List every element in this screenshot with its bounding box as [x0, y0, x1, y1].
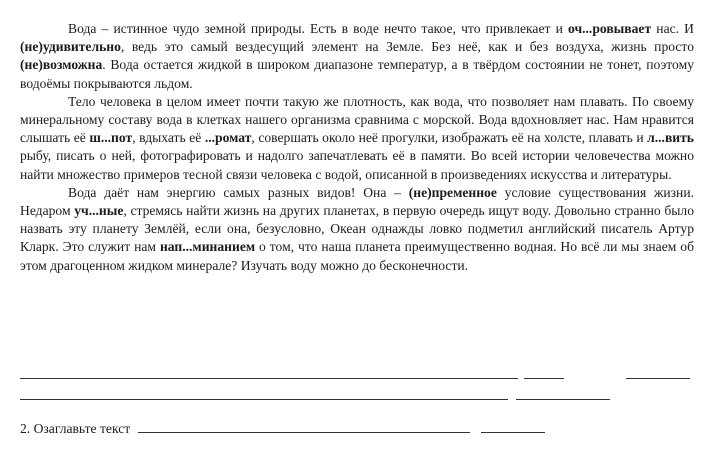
gap-word: л...вить [647, 130, 694, 146]
answer-line[interactable] [20, 399, 508, 400]
answer-line[interactable] [516, 399, 610, 400]
title-answer-line[interactable] [138, 432, 470, 433]
text-run: Вода – истинное чудо земной природы. Есть в воде нечто такое, что привлекает и [68, 21, 569, 36]
text-run: рыбу, писать о ней, фотографировать и надолго запечатлевать её в памяти. Во всей истории человечества можно найти множество примеров тесной связи человека с водой, описанной в произведениях искусства и литературы. [20, 148, 694, 182]
gap-word: оч...ровывает [568, 21, 652, 36]
gap-word: нап...минанием [159, 239, 256, 255]
task-label: 2. Озаглавьте текст [20, 421, 131, 436]
answer-line[interactable] [20, 378, 518, 379]
text-run: , стремясь найти жизнь на других планетах, в первую очередь ищут воду. Довольно странно было назвать эту планету Землёй, если она, безусловно, Океан однажды ловко подметил английский писатель Артур Кларк. Это служит нам [20, 203, 694, 255]
text-run: , ведь это самый вездесущий элемент на Земле. Без неё, как и без воздуха, жизнь просто [120, 39, 694, 55]
gap-word: ш...пот [89, 130, 133, 146]
title-answer-line-extra[interactable] [481, 432, 545, 433]
gap-word: (не)удивительно [20, 39, 121, 55]
task-2 [20, 420, 545, 438]
text-run: Тело человека в целом имеет почти такую же плотность, как вода, что позволяет нам плавать. По своему минеральному составу вода в клетках нашего организма сравнима с морской. Вода вдохновляет нас. Нам нравится слышать её [20, 93, 694, 146]
paragraph-2 [20, 93, 694, 184]
gap-word: уч...ные [74, 203, 124, 219]
gap-word: (не)пременное [408, 184, 497, 200]
text-run: , вдыхать её [132, 130, 205, 146]
text-run: , совершать около неё прогулки, изображать её на холсте, плавать и [251, 130, 648, 146]
text-run: Вода даёт нам энергию самых разных видов! Она – [68, 184, 409, 200]
gap-word: ...ромат [204, 130, 252, 146]
text-run: условие существования жизни. Недаром [20, 184, 694, 219]
answer-line[interactable] [626, 378, 690, 379]
text-run: нас. И [651, 21, 695, 36]
paragraph-3 [20, 184, 694, 275]
reading-text [20, 20, 694, 275]
gap-word: (не)возможна [20, 57, 103, 73]
paragraph-1 [20, 20, 694, 93]
text-run: . Вода остается жидкой в широком диапазоне температур, а в твёрдом состоянии не тонет, поэтому водоёмы покрываются льдом. [20, 57, 694, 91]
answer-line[interactable] [524, 378, 564, 379]
text-run: о том, что наша планета преимущественно водная. Но всё ли мы знаем об этом драгоценном жидком минерале? Изучать воду можно до бесконечности. [20, 239, 694, 273]
